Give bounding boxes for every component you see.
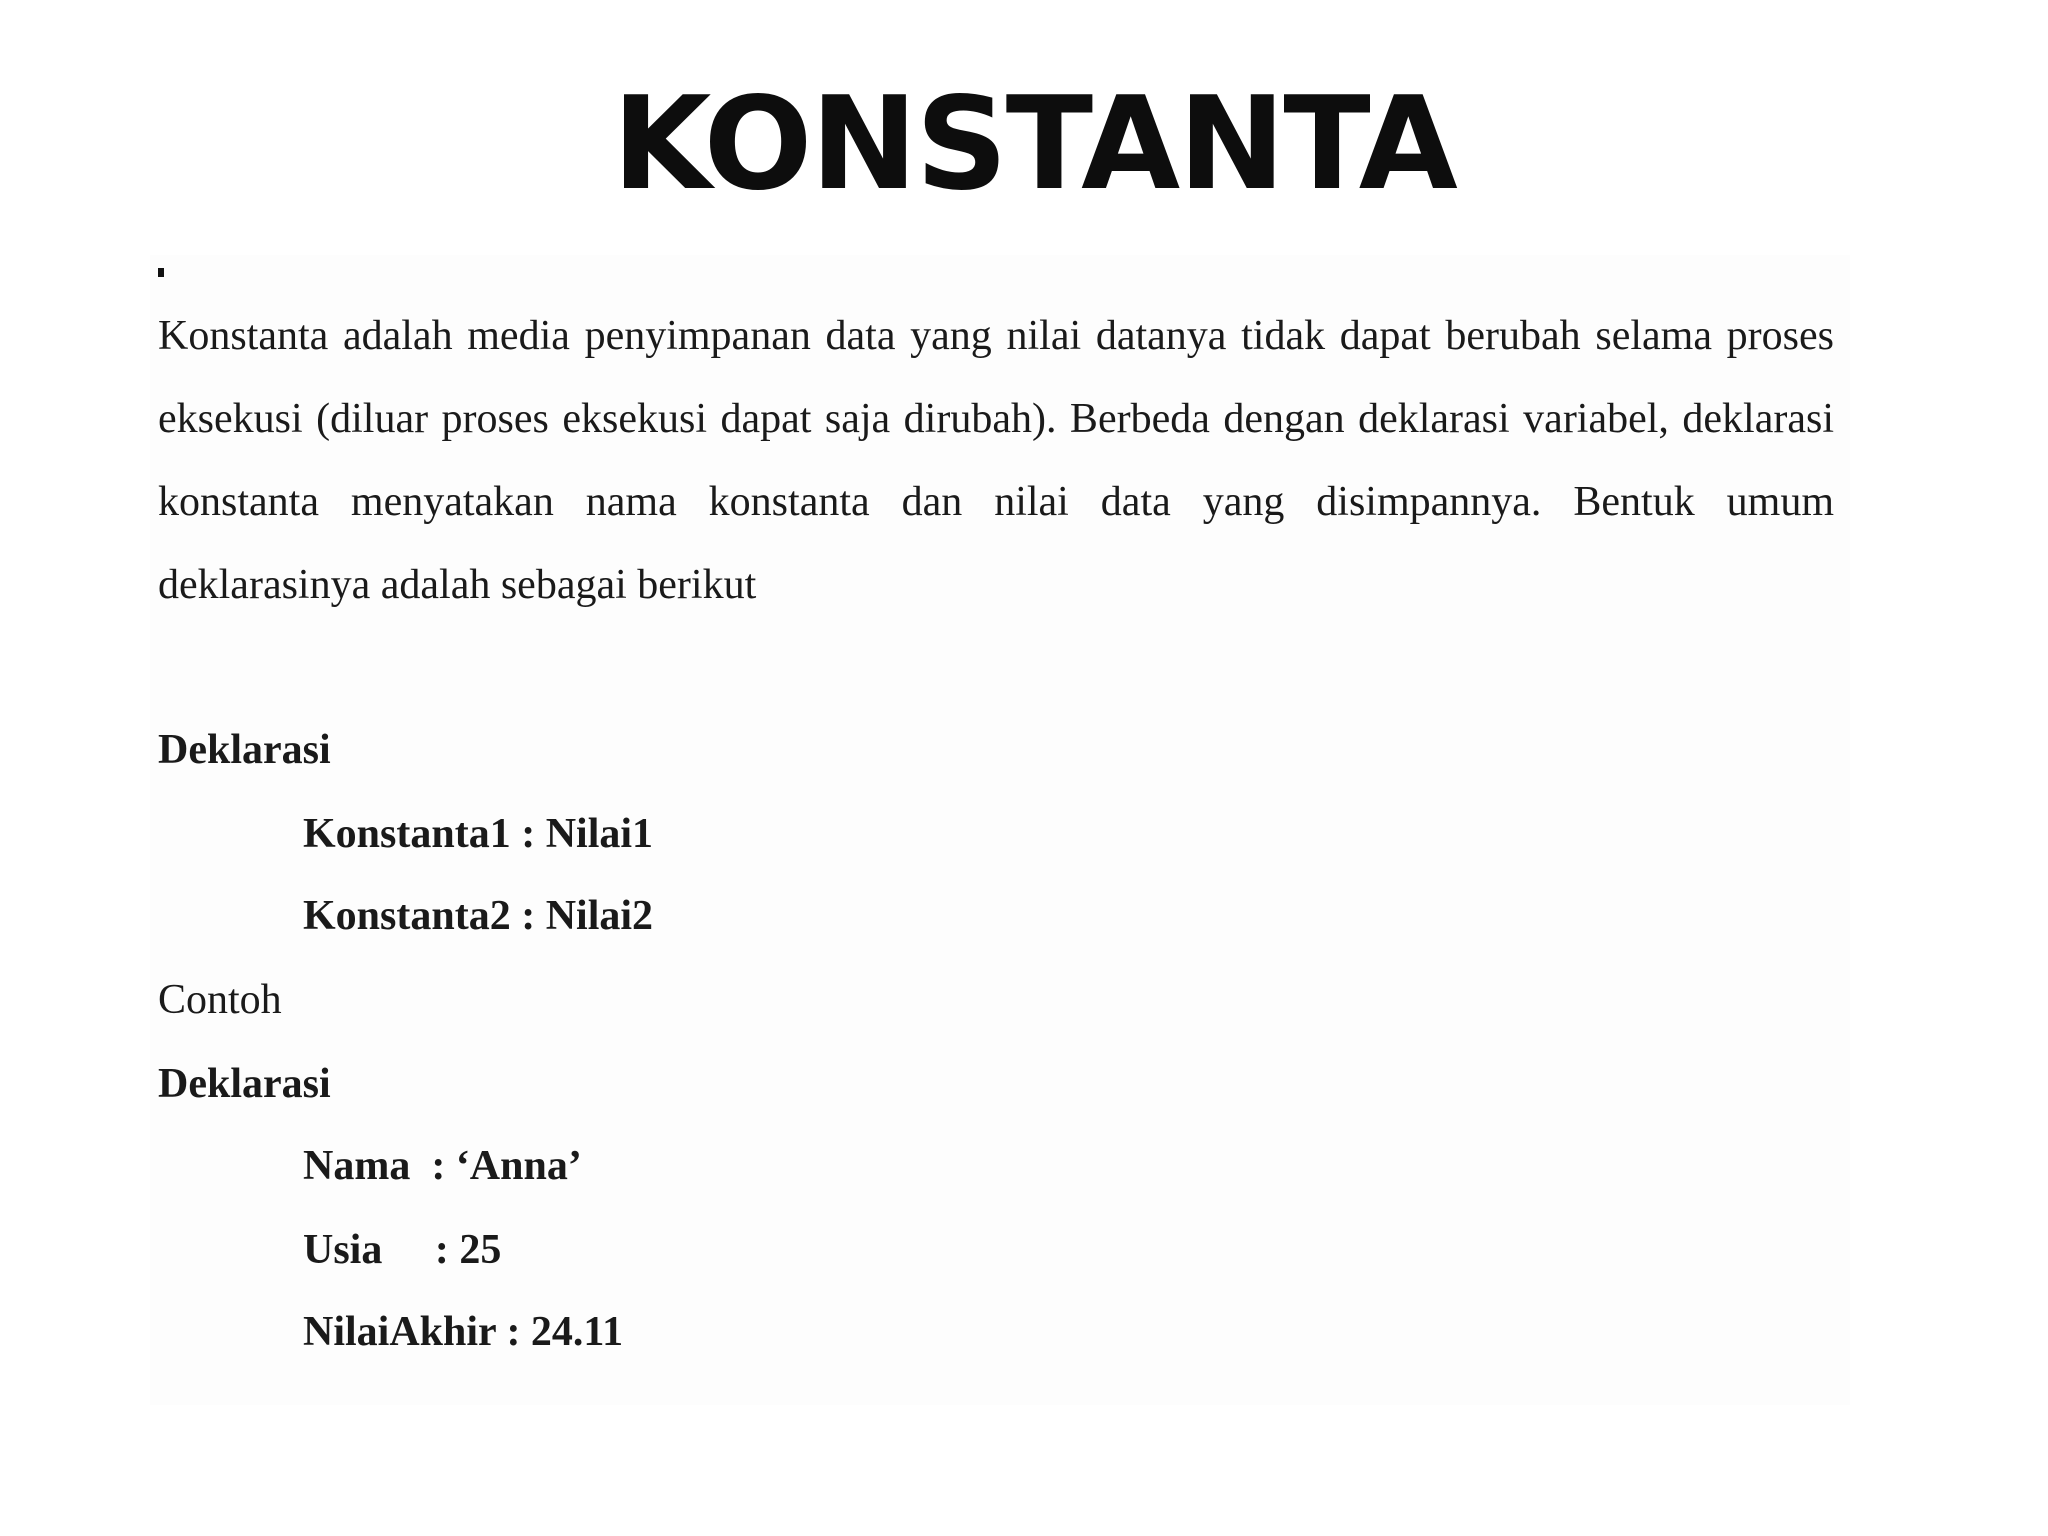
- slide-title: KONSTANTA: [612, 70, 1456, 219]
- example-line: Nama : ‘Anna’: [303, 1143, 582, 1189]
- general-form-line: Konstanta2 : Nilai2: [303, 893, 654, 939]
- definition-paragraph: Konstanta adalah media penyimpanan data yang nilai datanya tidak dapat berubah selama proses eksekusi (diluar proses eksekusi dapat saja dirubah). Berbeda dengan deklarasi variabel, deklarasi konstanta menyatakan nama konstanta dan nilai data yang disimpannya. Bentuk umum deklarasinya adalah sebagai berikut: [158, 313, 1834, 608]
- example-line: Usia : 25: [303, 1227, 502, 1273]
- example-label: Contoh: [158, 977, 282, 1023]
- bullet-mark: [158, 268, 164, 277]
- example-line: NilaiAkhir : 24.11: [303, 1309, 624, 1355]
- general-form-line: Konstanta1 : Nilai1: [303, 811, 654, 857]
- general-form-heading: Deklarasi: [158, 727, 331, 773]
- example-heading: Deklarasi: [158, 1061, 331, 1107]
